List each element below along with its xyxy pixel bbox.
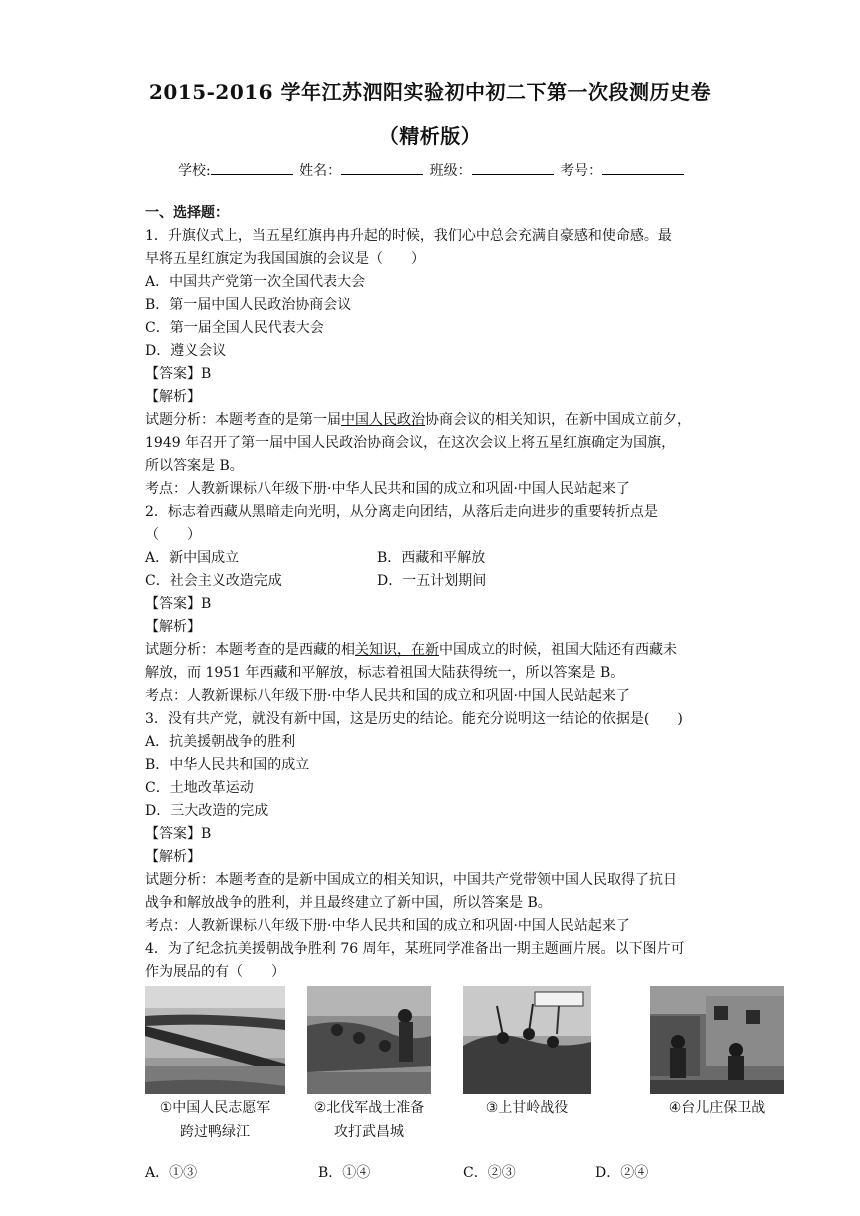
q2-options-row1 <box>145 547 725 570</box>
q1-analysis-post: 协商会议的相关知识，在新中国成立前夕， <box>425 412 691 428</box>
class-blank[interactable] <box>472 162 554 175</box>
q1-point: 考点：人教新课标八年级下册·中华人民共和国的成立和巩固·中国人民站起来了 <box>145 481 630 497</box>
figure-2-caption-line1: ②北伐军战士准备 <box>313 1100 425 1116</box>
q2-option-d: D．一五计划期间 <box>377 573 487 589</box>
q4-option-b: B．①④ <box>318 1165 371 1181</box>
section-heading: 一、选择题： <box>145 205 229 221</box>
q1-option-b: B．第一届中国人民政治协商会议 <box>145 297 352 313</box>
figure-3 <box>463 986 591 1122</box>
q2-stem-line2: （ ） <box>145 527 201 543</box>
q1-answer: 【答案】B <box>145 366 212 382</box>
figure-3-photo <box>463 986 591 1094</box>
q2-analysis-underlined: 关知识，在新 <box>355 642 439 658</box>
class-label: 班级： <box>429 163 472 179</box>
figure-1 <box>145 986 285 1142</box>
question-4 <box>145 938 766 1185</box>
q1-analysis-underlined: 中国人民政治 <box>341 412 425 428</box>
q2-point: 考点：人教新课标八年级下册·中华人民共和国的成立和巩固·中国人民站起来了 <box>145 688 630 704</box>
q1-option-d: D．遵义会议 <box>145 343 227 359</box>
figure-1-photo <box>145 986 285 1094</box>
q3-option-b: B．中华人民共和国的成立 <box>145 757 310 773</box>
figure-2-caption-line2: 攻打武昌城 <box>334 1124 404 1140</box>
q4-figures <box>145 984 766 1162</box>
q1-analysis-pre: 试题分析：本题考查的是第一届 <box>145 412 341 428</box>
q2-options-row2 <box>145 570 725 593</box>
q3-option-a: A．抗美援朝战争的胜利 <box>145 734 296 750</box>
q4-stem-line2: 作为展品的有（ ） <box>145 964 285 980</box>
figure-4-photo <box>650 986 784 1094</box>
q3-answer: 【答案】B <box>145 826 212 842</box>
school-blank[interactable] <box>211 162 293 175</box>
q2-answer: 【答案】B <box>145 596 212 612</box>
figure-2-photo <box>307 986 431 1094</box>
q4-option-a: A．①③ <box>145 1165 198 1181</box>
q3-stem-line1: 3．没有共产党，就没有新中国，这是历史的结论。能充分说明这一结论的依据是( ) <box>145 711 683 727</box>
figure-2 <box>307 986 431 1142</box>
q3-option-c: C．土地改革运动 <box>145 780 254 796</box>
figure-1-caption-line1: ①中国人民志愿军 <box>159 1100 271 1116</box>
q3-analysis-line2: 战争和解放战争的胜利，并且最终建立了新中国，所以答案是 B。 <box>145 895 552 911</box>
q2-analysis-pre: 试题分析：本题考查的是西藏的相 <box>145 642 355 658</box>
figure-4-caption-line1: ④台儿庄保卫战 <box>668 1100 766 1116</box>
name-blank[interactable] <box>341 162 423 175</box>
q1-analysis-line3: 所以答案是 B。 <box>145 458 244 474</box>
q1-option-c: C．第一届全国人民代表大会 <box>145 320 324 336</box>
q2-option-c: C．社会主义改造完成 <box>145 573 282 589</box>
q1-analysis-line2: 1949 年召开了第一届中国人民政治协商会议，在这次会议上将五星红旗确定为国旗， <box>145 435 676 451</box>
q2-option-a: A．新中国成立 <box>145 550 240 566</box>
question-1 <box>145 225 725 501</box>
document-body <box>145 202 766 1185</box>
q2-analysis-line2: 解放，而 1951 年西藏和平解放，标志着祖国大陆获得统一，所以答案是 B。 <box>145 665 625 681</box>
figure-4 <box>650 986 784 1122</box>
q2-option-b: B．西藏和平解放 <box>377 550 486 566</box>
q1-stem-line2: 早将五星红旗定为我国国旗的会议是（ ） <box>145 251 425 267</box>
q2-analysis-line1 <box>145 639 725 662</box>
q1-analysis-tag: 【解析】 <box>145 389 201 405</box>
number-blank[interactable] <box>602 162 684 175</box>
q3-analysis-line1: 试题分析：本题考查的是新中国成立的相关知识，中国共产党带领中国人民取得了抗日 <box>145 872 677 888</box>
question-2 <box>145 501 725 708</box>
school-label: 学校: <box>178 163 211 179</box>
document-title: 2015-2016 学年江苏泗阳实验初中初二下第一次段测历史卷 <box>148 80 712 104</box>
figure-1-caption-line2: 跨过鸭绿江 <box>180 1124 250 1140</box>
q4-options-row <box>145 1162 725 1185</box>
q3-analysis-tag: 【解析】 <box>145 849 201 865</box>
question-3 <box>145 708 725 938</box>
name-label: 姓名： <box>299 163 342 179</box>
q3-point: 考点：人教新课标八年级下册·中华人民共和国的成立和巩固·中国人民站起来了 <box>145 918 630 934</box>
q3-option-d: D．三大改造的完成 <box>145 803 269 819</box>
q1-option-a: A．中国共产党第一次全国代表大会 <box>145 274 366 290</box>
q4-option-d: D．②④ <box>595 1165 649 1181</box>
q2-analysis-post: 中国成立的时候，祖国大陆还有西藏未 <box>439 642 677 658</box>
figure-3-caption-line1: ③上甘岭战役 <box>485 1100 569 1116</box>
q2-stem-line1: 2．标志着西藏从黑暗走向光明，从分离走向团结，从落后走向进步的重要转折点是 <box>145 504 658 520</box>
q4-option-c: C．②③ <box>463 1165 516 1181</box>
q1-stem-line1: 1．升旗仪式上，当五星红旗冉冉升起的时候，我们心中总会充满自豪感和使命感。最 <box>145 228 672 244</box>
q4-stem-line1: 4．为了纪念抗美援朝战争胜利 76 周年，某班同学准备出一期主题画片展。以下图片可 <box>145 941 685 957</box>
q1-analysis-line1 <box>145 409 725 432</box>
q2-analysis-tag: 【解析】 <box>145 619 201 635</box>
document-subtitle: （精析版） <box>378 124 482 148</box>
student-info-fields <box>178 160 686 180</box>
number-label: 考号： <box>560 163 603 179</box>
